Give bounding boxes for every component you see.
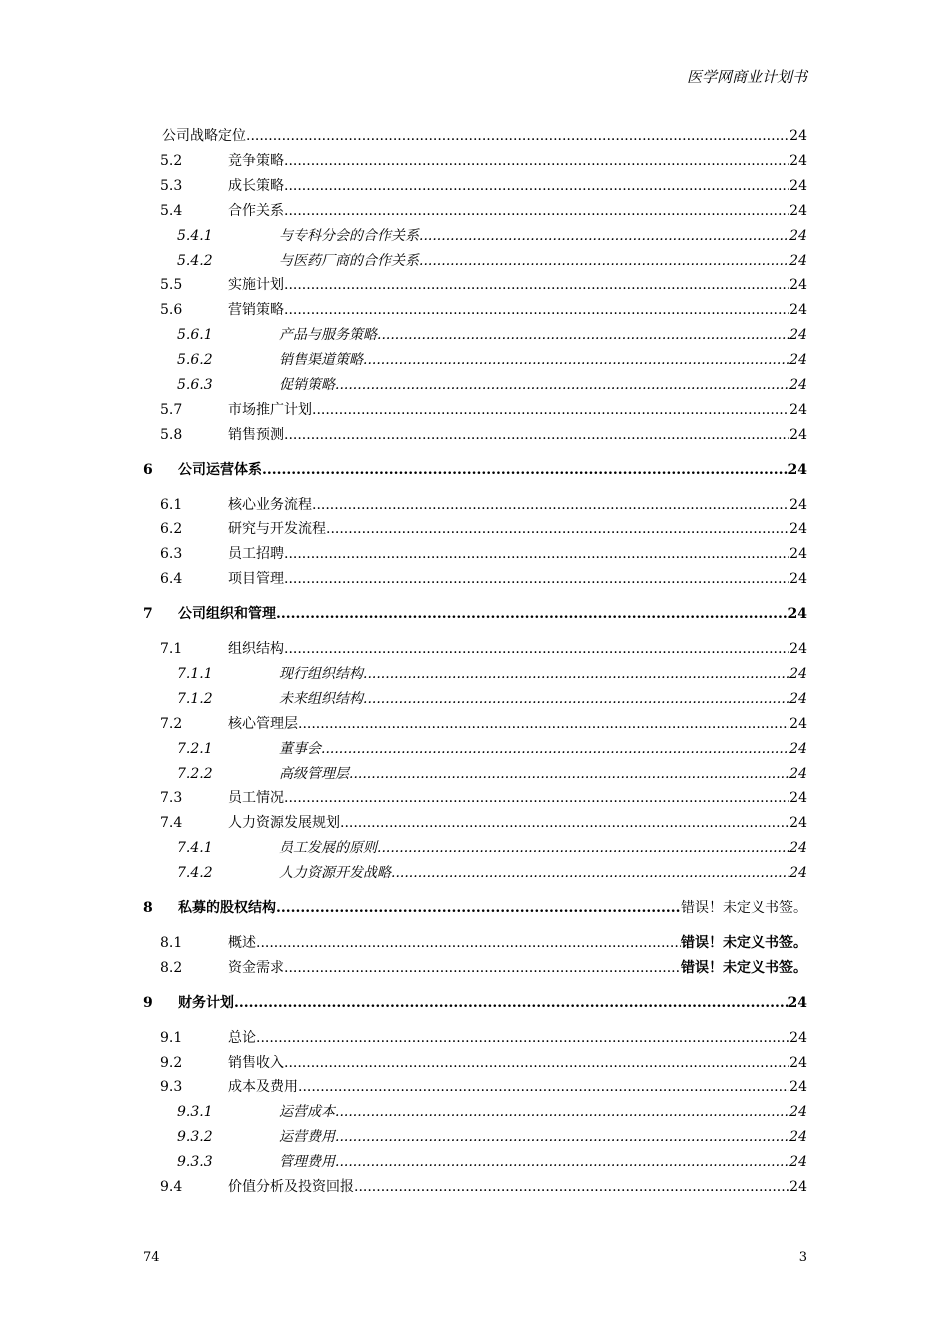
toc-entry-title: 实施计划 xyxy=(228,277,284,293)
toc-leader-dots xyxy=(284,544,789,564)
toc-leader-dots xyxy=(284,275,789,295)
toc-entry[interactable] xyxy=(0,863,950,883)
toc-leader-dots xyxy=(284,569,789,589)
toc-entry-page: 24 xyxy=(789,253,807,269)
toc-entry[interactable] xyxy=(0,1028,950,1048)
toc-entry-page: 24 xyxy=(789,302,807,318)
toc-entry-title: 概述 xyxy=(228,935,256,951)
toc-leader-dots xyxy=(326,519,789,539)
toc-entry-page: 24 xyxy=(789,1079,807,1095)
toc-entry-number: 6 xyxy=(143,462,153,478)
toc-entry[interactable] xyxy=(0,126,950,146)
toc-entry[interactable] xyxy=(0,838,950,858)
toc-entry-title: 研究与开发流程 xyxy=(228,521,326,537)
toc-entry-number: 7.4 xyxy=(160,815,183,831)
toc-entry[interactable] xyxy=(0,275,950,295)
toc-entry-page: 24 xyxy=(789,1104,807,1120)
footer-left-number: 74 xyxy=(143,1250,160,1265)
toc-entry[interactable] xyxy=(0,1152,950,1172)
toc-entry-number: 5.5 xyxy=(160,277,183,293)
toc-entry-page: 24 xyxy=(789,1179,807,1195)
toc-entry-page: 24 xyxy=(789,865,807,881)
toc-entry-number: 7.1 xyxy=(160,641,183,657)
toc-entry-title: 与专科分会的合作关系 xyxy=(279,228,419,244)
toc-entry-number: 5.2 xyxy=(160,153,183,169)
toc-entry[interactable] xyxy=(0,664,950,684)
toc-leader-dots xyxy=(262,460,788,480)
toc-entry-title: 营销策略 xyxy=(228,302,284,318)
toc-entry-page: 24 xyxy=(787,995,807,1011)
toc-entry[interactable] xyxy=(0,933,950,953)
toc-entry-page: 24 xyxy=(789,691,807,707)
toc-entry-number: 6.1 xyxy=(160,497,183,513)
toc-entry-page: 24 xyxy=(789,228,807,244)
toc-leader-dots xyxy=(419,226,789,246)
toc-entry-title: 核心管理层 xyxy=(228,716,298,732)
toc-entry-title: 财务计划 xyxy=(178,995,234,1011)
toc-entry[interactable] xyxy=(0,1177,950,1197)
toc-leader-dots xyxy=(335,1102,789,1122)
toc-leader-dots xyxy=(377,325,789,345)
running-header: 医学网商业计划书 xyxy=(686,68,807,86)
toc-entry-number: 6.2 xyxy=(160,521,183,537)
toc-entry-page: 24 xyxy=(789,153,807,169)
toc-entry[interactable] xyxy=(0,898,950,918)
toc-entry-page: 24 xyxy=(789,1154,807,1170)
toc-entry-title: 员工发展的原则 xyxy=(279,840,377,856)
toc-entry-number: 7 xyxy=(143,606,153,622)
toc-entry-page: 24 xyxy=(789,840,807,856)
toc-entry-page: 24 xyxy=(789,497,807,513)
toc-entry-number: 9.3.3 xyxy=(177,1154,213,1170)
toc-entry-number: 5.8 xyxy=(160,427,183,443)
toc-entry[interactable] xyxy=(0,569,950,589)
toc-entry-page: 24 xyxy=(789,741,807,757)
toc-entry[interactable] xyxy=(0,495,950,515)
toc-entry[interactable] xyxy=(0,300,950,320)
toc-entry-title: 私募的股权结构 xyxy=(178,900,276,916)
toc-entry-page: 24 xyxy=(789,716,807,732)
toc-entry-title: 成本及费用 xyxy=(228,1079,298,1095)
toc-entry-number: 9.3.1 xyxy=(177,1104,213,1120)
toc-entry[interactable] xyxy=(0,201,950,221)
toc-entry-title: 管理费用 xyxy=(279,1154,335,1170)
toc-entry[interactable] xyxy=(0,639,950,659)
toc-entry-number: 5.6.3 xyxy=(177,377,213,393)
toc-entry-number: 5.6.1 xyxy=(177,327,213,343)
toc-leader-dots xyxy=(419,251,789,271)
toc-leader-dots xyxy=(335,375,789,395)
toc-entry[interactable] xyxy=(0,1102,950,1122)
toc-leader-dots xyxy=(256,933,681,953)
toc-entry-page: 24 xyxy=(789,790,807,806)
toc-entry-number: 7.3 xyxy=(160,790,183,806)
toc-entry-page: 24 xyxy=(789,766,807,782)
toc-entry-title: 核心业务流程 xyxy=(228,497,312,513)
toc-entry-title: 与医药厂商的合作关系 xyxy=(279,253,419,269)
toc-entry-title: 现行组织结构 xyxy=(279,666,363,682)
toc-entry-page: 24 xyxy=(789,571,807,587)
toc-entry-page: 24 xyxy=(789,1055,807,1071)
toc-entry-number: 9.1 xyxy=(160,1030,183,1046)
toc-entry-page: 24 xyxy=(789,427,807,443)
toc-entry-page: 24 xyxy=(789,521,807,537)
toc-entry-page: 24 xyxy=(789,277,807,293)
toc-leader-dots xyxy=(321,739,789,759)
toc-leader-dots xyxy=(391,863,789,883)
toc-entry[interactable] xyxy=(0,251,950,271)
page-number: 3 xyxy=(798,1250,807,1265)
toc-entry-number: 9 xyxy=(143,995,153,1011)
toc-entry-page: 24 xyxy=(789,402,807,418)
toc-entry-title: 高级管理层 xyxy=(279,766,349,782)
toc-leader-dots xyxy=(298,1077,789,1097)
toc-leader-dots xyxy=(363,350,789,370)
toc-entry-number: 7.2 xyxy=(160,716,183,732)
toc-entry-title: 价值分析及投资回报 xyxy=(228,1179,354,1195)
toc-entry[interactable] xyxy=(0,460,950,480)
toc-leader-dots xyxy=(284,958,681,978)
toc-entry-title: 公司运营体系 xyxy=(178,462,262,478)
toc-leader-dots xyxy=(284,201,789,221)
toc-leader-dots xyxy=(284,639,789,659)
toc-entry[interactable] xyxy=(0,176,950,196)
toc-entry[interactable] xyxy=(0,325,950,345)
toc-leader-dots xyxy=(298,714,789,734)
toc-entry-page: 24 xyxy=(789,377,807,393)
toc-entry-number: 7.2.1 xyxy=(177,741,213,757)
toc-entry[interactable] xyxy=(0,993,950,1013)
toc-leader-dots xyxy=(256,1028,789,1048)
toc-entry-number: 5.4.2 xyxy=(177,253,213,269)
toc-entry-page: 24 xyxy=(787,606,807,622)
toc-entry-number: 6.3 xyxy=(160,546,183,562)
toc-entry-title: 销售预测 xyxy=(228,427,284,443)
toc-entry[interactable] xyxy=(0,1127,950,1147)
toc-entry-title: 成长策略 xyxy=(228,178,284,194)
toc-leader-dots xyxy=(234,993,788,1013)
toc-entry-page: 错误！未定义书签。 xyxy=(681,935,807,951)
toc-entry[interactable] xyxy=(0,151,950,171)
toc-entry-title: 公司组织和管理 xyxy=(178,606,276,622)
toc-entry-page: 24 xyxy=(787,462,807,478)
toc-entry-title: 销售收入 xyxy=(228,1055,284,1071)
toc-entry-number: 5.4 xyxy=(160,203,183,219)
toc-entry-title: 销售渠道策略 xyxy=(279,352,363,368)
toc-leader-dots xyxy=(340,813,789,833)
toc-entry-page: 24 xyxy=(789,327,807,343)
toc-entry[interactable] xyxy=(0,788,950,808)
toc-leader-dots xyxy=(276,604,788,624)
toc-entry-number: 7.4.2 xyxy=(177,865,213,881)
toc-entry-page: 错误！未定义书签。 xyxy=(681,900,807,916)
toc-leader-dots xyxy=(284,176,789,196)
toc-entry[interactable] xyxy=(0,604,950,624)
toc-entry-number: 9.4 xyxy=(160,1179,183,1195)
toc-entry-number: 7.1.1 xyxy=(177,666,213,682)
toc-entry-number: 6.4 xyxy=(160,571,183,587)
toc-leader-dots xyxy=(284,425,789,445)
toc-entry-number: 7.4.1 xyxy=(177,840,213,856)
toc-entry-number: 7.2.2 xyxy=(177,766,213,782)
toc-entry-page: 24 xyxy=(789,1129,807,1145)
toc-leader-dots xyxy=(335,1127,789,1147)
toc-entry[interactable] xyxy=(0,958,950,978)
toc-entry-number: 9.2 xyxy=(160,1055,183,1071)
toc-entry[interactable] xyxy=(0,764,950,784)
toc-leader-dots xyxy=(284,300,789,320)
toc-entry[interactable] xyxy=(0,400,950,420)
toc-entry-number: 8.2 xyxy=(160,960,183,976)
toc-entry-number: 7.1.2 xyxy=(177,691,213,707)
toc-leader-dots xyxy=(363,689,789,709)
toc-entry-title: 竞争策略 xyxy=(228,153,284,169)
toc-entry[interactable] xyxy=(0,425,950,445)
toc-leader-dots xyxy=(377,838,789,858)
toc-entry[interactable] xyxy=(0,226,950,246)
toc-leader-dots xyxy=(349,764,789,784)
toc-entry-title: 总论 xyxy=(228,1030,256,1046)
toc-entry-page: 错误！未定义书签。 xyxy=(681,960,807,976)
toc-entry-title: 公司战略定位 xyxy=(162,128,246,144)
toc-entry-title: 资金需求 xyxy=(228,960,284,976)
toc-entry-title: 合作关系 xyxy=(228,203,284,219)
toc-entry[interactable] xyxy=(0,689,950,709)
toc-entry-title: 产品与服务策略 xyxy=(279,327,377,343)
toc-entry[interactable] xyxy=(0,739,950,759)
toc-entry-title: 未来组织结构 xyxy=(279,691,363,707)
toc-leader-dots xyxy=(284,788,789,808)
toc-entry-page: 24 xyxy=(789,546,807,562)
toc-entry-page: 24 xyxy=(789,203,807,219)
toc-entry-page: 24 xyxy=(789,178,807,194)
toc-entry-page: 24 xyxy=(789,815,807,831)
toc-entry-title: 运营成本 xyxy=(279,1104,335,1120)
toc-entry-title: 人力资源开发战略 xyxy=(279,865,391,881)
toc-entry-number: 5.6.2 xyxy=(177,352,213,368)
toc-entry-page: 24 xyxy=(789,666,807,682)
toc-entry-title: 员工招聘 xyxy=(228,546,284,562)
toc-leader-dots xyxy=(276,898,681,918)
toc-entry-number: 5.3 xyxy=(160,178,183,194)
toc-entry-title: 项目管理 xyxy=(228,571,284,587)
toc-entry-title: 运营费用 xyxy=(279,1129,335,1145)
toc-entry-number: 5.4.1 xyxy=(177,228,213,244)
toc-entry-number: 9.3.2 xyxy=(177,1129,213,1145)
toc-entry-number: 5.7 xyxy=(160,402,183,418)
toc-entry-number: 8.1 xyxy=(160,935,183,951)
toc-leader-dots xyxy=(335,1152,789,1172)
toc-entry[interactable] xyxy=(0,375,950,395)
toc-entry-page: 24 xyxy=(789,352,807,368)
toc-leader-dots xyxy=(284,1053,789,1073)
toc-leader-dots xyxy=(312,495,789,515)
toc-leader-dots xyxy=(354,1177,789,1197)
toc-entry-title: 促销策略 xyxy=(279,377,335,393)
toc-entry[interactable] xyxy=(0,714,950,734)
toc-entry-number: 8 xyxy=(143,900,153,916)
toc-entry-page: 24 xyxy=(789,1030,807,1046)
toc-leader-dots xyxy=(363,664,789,684)
toc-entry-title: 市场推广计划 xyxy=(228,402,312,418)
toc-entry[interactable] xyxy=(0,519,950,539)
toc-entry-title: 组织结构 xyxy=(228,641,284,657)
toc-leader-dots xyxy=(312,400,789,420)
toc-entry-title: 人力资源发展规划 xyxy=(228,815,340,831)
toc-entry-number: 9.3 xyxy=(160,1079,183,1095)
toc-entry-page: 24 xyxy=(789,641,807,657)
toc-entry[interactable] xyxy=(0,1053,950,1073)
toc-entry-number: 5.6 xyxy=(160,302,183,318)
toc-entry[interactable] xyxy=(0,544,950,564)
toc-entry[interactable] xyxy=(0,813,950,833)
toc-leader-dots xyxy=(284,151,789,171)
toc-entry-page: 24 xyxy=(789,128,807,144)
toc-entry[interactable] xyxy=(0,350,950,370)
toc-entry[interactable] xyxy=(0,1077,950,1097)
toc-entry-title: 董事会 xyxy=(279,741,321,757)
toc-leader-dots xyxy=(246,126,789,146)
toc-entry-title: 员工情况 xyxy=(228,790,284,806)
